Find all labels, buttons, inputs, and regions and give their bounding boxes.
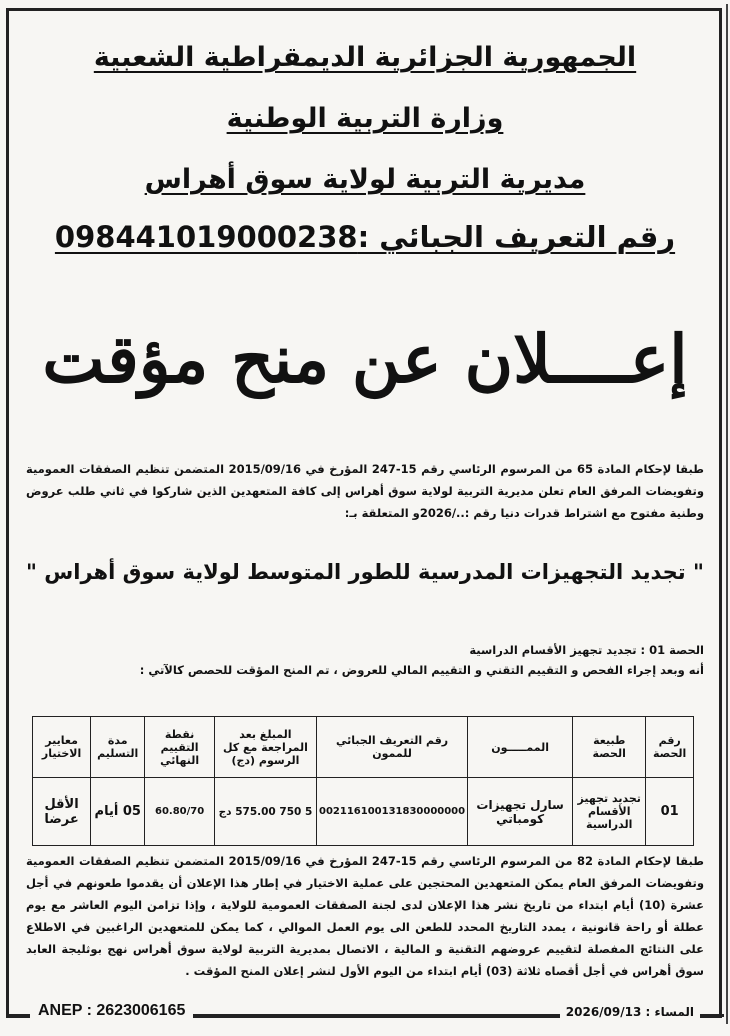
result-line: أنه وبعد إجراء الفحص و التقييم التقني و التقييم المالي للعروض ، تم المنح المؤقت للحصص كالآتي : [139,663,704,677]
cell-lot-number: 01 [646,778,694,846]
directorate-heading: مديرية التربية لولاية سوق أهراس [144,164,586,195]
ministry-heading: وزارة التربية الوطنية [226,103,504,134]
cell-supplier: سارل تجهيزات كومباتي [468,778,573,846]
cell-lot-nature: تجديد تجهيز الأقسام الدراسية [573,778,646,846]
col-lot-nature: طبيعة الحصة [573,717,646,778]
col-lot-number: رقم الحصة [646,717,694,778]
col-supplier-tax-id: رقم التعريف الجبائي للممون [316,717,467,778]
col-supplier: الممـــــون [468,717,573,778]
award-table [32,716,694,846]
publication-date: المساء : 2026/09/13 [560,1005,700,1019]
cell-delivery-time: 05 أيام [91,778,145,846]
cell-supplier-tax-id: 002116100131830000000 [316,778,467,846]
tax-id-heading: رقم التعريف الجبائي :098441019000238 [54,220,676,254]
col-delivery-time: مدة التسليم [91,717,145,778]
intro-paragraph: طبقا لإحكام المادة 65 من المرسوم الرئاسي رقم 15-247 المؤرخ في 2015/09/16 المتضمن تنظيم الصفقات العمومية وتفويضات المرفق العام تعلن مديرية التربية لولاية سوق أهراس إلى كافة المتعهدين الذين شاركوا في ثاني طلب عروض وطنية مفتوح مع اشتراط قدرات دنيا رقم :../2026و المتعلقة بـ: [26,462,704,520]
scan-edge-line [726,4,728,1024]
col-amount: المبلغ بعد المراجعة مع كل الرسوم (دج) [214,717,316,778]
cell-selection-criteria: الأقل عرضا [33,778,91,846]
anep-reference: ANEP : 2623006165 [30,1002,193,1020]
project-subject: " تجديد التجهيزات المدرسية للطور المتوسط لولاية سوق أهراس " [26,560,704,584]
closing-paragraph: طبقا لإحكام المادة 82 من المرسوم الرئاسي رقم 15-247 المؤرخ في 2015/09/16 المتضمن تنظيم الصفقات العمومية وتفويضات المرفق العام يمكن المتعهدين المحتجين على عملية الاختيار في إطار هذا الإعلان أن يقدموا طعونهم في أجل عشرة (10) أيام ابتداء من تاريخ نشر هذا الإعلان لدى لجنة الصفقات العمومية للولاية ، وإذا تزامن اليوم العاشر مع يوم عطلة أو راحة قانونية ، يمدد التاريخ المحدد للطعن الى يوم العمل الموالي ، كما يمكن للمتعهدين الراغبين في الاطلاع على النتائج المفصلة لتقييم عروضهم التقنية و المالية ، الاتصال بمديرية التربية لولاية سوق أهراس نهج بوثليجة العابد سوق أهراس في أجل أقصاه ثلاثة (03) أيام ابتداء من اليوم الأول لنشر إعلان المنح المؤقت . [26,854,704,978]
announcement-title: إعــــلان عن منح مؤقت [42,320,688,398]
col-final-score: نقطة التقييم النهائي [145,717,215,778]
table-row [33,778,694,846]
cell-amount: 5 750 575.00 دج [214,778,316,846]
col-selection-criteria: معايير الاختيار [33,717,91,778]
table-header-row [33,717,694,778]
lot-line: الحصة 01 : تجديد تجهيز الأقسام الدراسية [469,643,704,657]
lot-info [26,640,704,680]
cell-final-score: 60.80/70 [145,778,215,846]
republic-heading: الجمهورية الجزائرية الديمقراطية الشعبية [93,42,637,73]
